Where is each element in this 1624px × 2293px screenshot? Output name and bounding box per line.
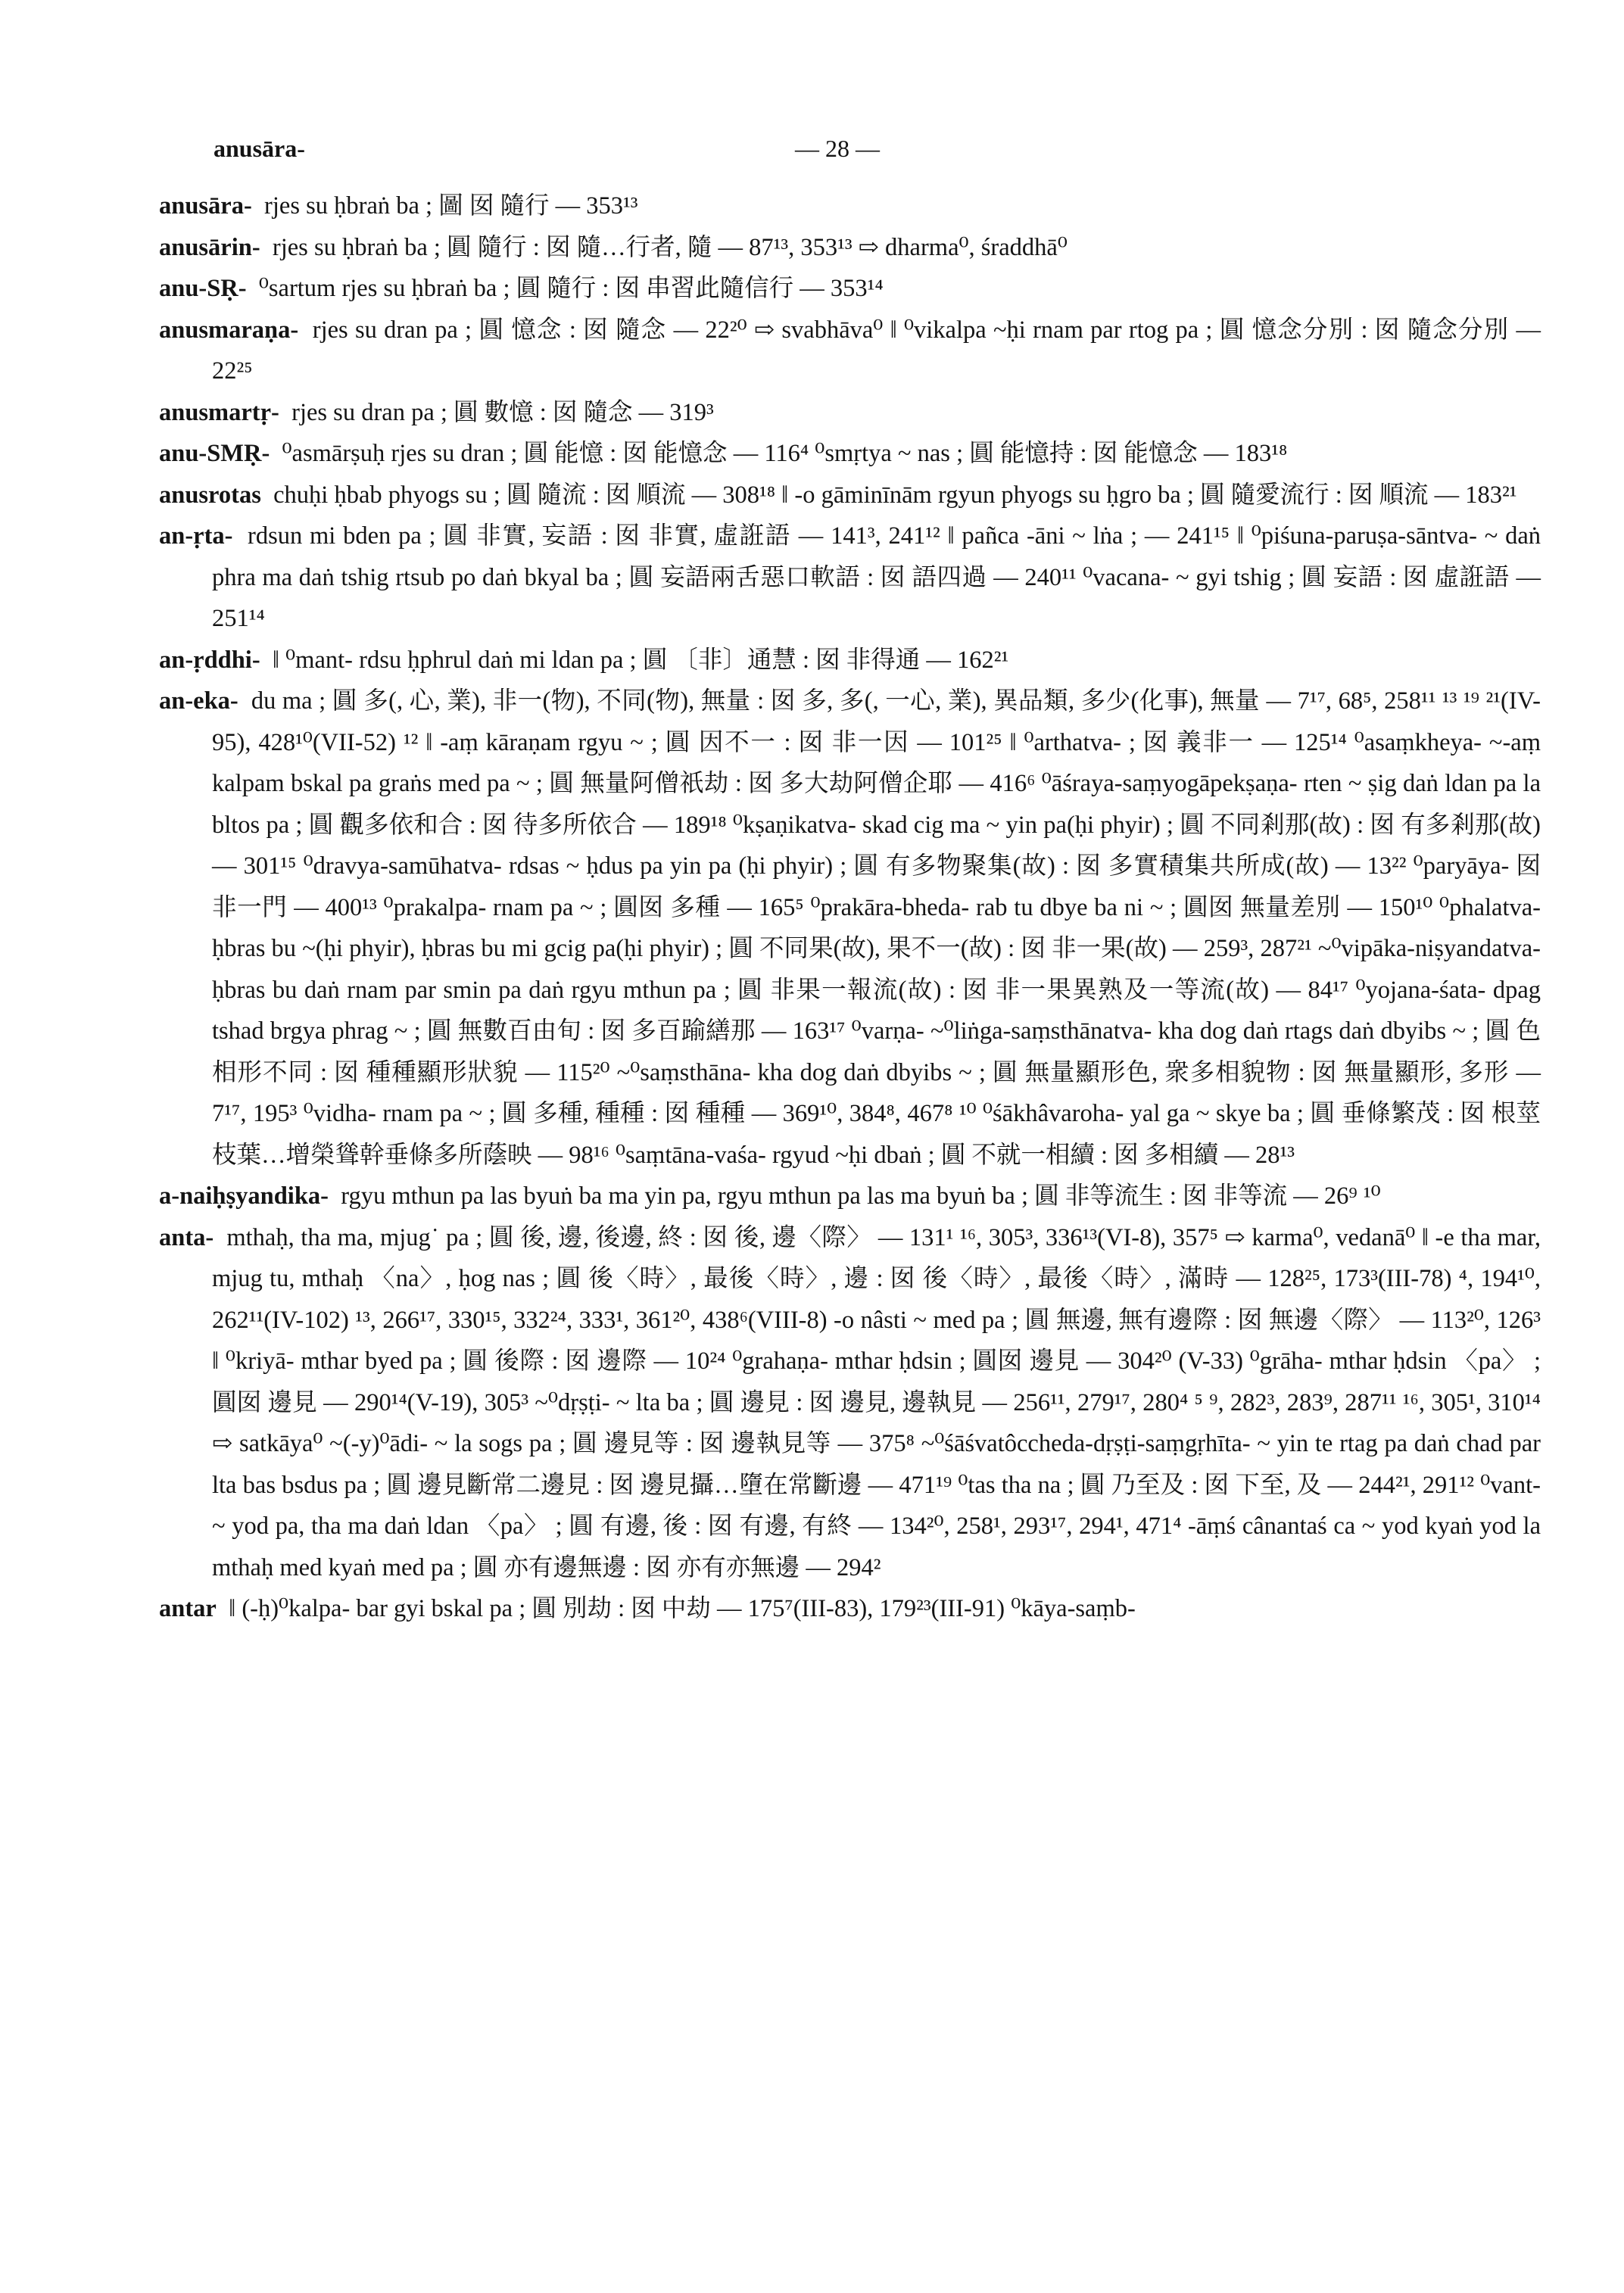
entry-headword: an-ṛta- <box>159 522 233 550</box>
entry-text: ⁰sartum rjes su ḥbraṅ ba ; 圓 隨行 : 囡 串習此隨信行 — 353¹⁴ <box>258 275 884 302</box>
entry-text: mthaḥ, tha ma, mjug˙ pa ; 圓 後, 邊, 後邊, 終 : 囡 後, 邊〈際〉 — 131¹ ¹⁶, 305³, 336¹³(VI-8), 357⁵ ⇨ karma⁰, vedanā⁰ ‖ -e tha mar, mjug tu, mthaḥ 〈na〉, ḥog nas ; 圓 後〈時〉, 最後〈時〉, 邊 : 囡 後〈時〉, 最後〈時〉, 滿時 — 128²⁵, 173³(III-78) ⁴, 194¹⁰, 262¹¹(IV-102) ¹³, 266¹⁷, 330¹⁵, 332²⁴, 333¹, 361²⁰, 438⁶(VIII-8) -o nâsti ~ med pa ; 圓 無邊, 無有邊際 : 囡 無邊〈際〉 — 113²⁰, 126³ ‖ ⁰kriyā- mthar byed pa ; 圓 後際 : 囡 邊際 — 10²⁴ ⁰grahaṇa- mthar ḥdsin ; 圓囡 邊見 — 304²⁰ (V-33) ⁰grāha- mthar ḥdsin 〈pa〉 ; 圓囡 邊見 — 290¹⁴(V-19), 305³ ~⁰dṛṣṭi- ~ lta ba ; 圓 邊見 : 囡 邊見, 邊執見 — 256¹¹, 279¹⁷, 280⁴ ⁵ ⁹, 282³, 283⁹, 287¹¹ ¹⁶, 305¹, 310¹⁴ ⇨ satkāya⁰ ~(-y)⁰ādi- ~ la sogs pa ; 圓 邊見等 : 囡 邊執見等 — 375⁸ ~⁰śāśvatôccheda-dṛṣṭi-saṃgṛhīta- ~ yin te rtag pa daṅ chad par lta bas bsdus pa ; 圓 邊見斷常二邊見 : 囡 邊見攝…墮在常斷邊 — 471¹⁹ ⁰tas tha na ; 圓 乃至及 : 囡 下至, 及 — 244²¹, 291¹² ⁰vant- ~ yod pa, tha ma daṅ ldan 〈pa〉 ; 圓 有邊, 後 : 囡 有邊, 有終 — 134²⁰, 258¹, 293¹⁷, 294¹, 471⁴ -āṃś cânantaś ca ~ yod kyaṅ yod la mthaḥ med kyaṅ med pa ; 圓 亦有邊無邊 : 囡 亦有亦無邊 — 294² <box>212 1223 1541 1581</box>
entry-headword: anusārin- <box>159 233 260 261</box>
entry-text: rgyu mthun pa las byuṅ ba ma yin pa, rgyu mthun pa las ma byuṅ ba ; 圓 非等流生 : 囡 非等流 — 26⁹ ¹⁰ <box>341 1182 1381 1210</box>
dictionary-entry <box>159 475 1541 516</box>
entry-headword: anusmaraṇa- <box>159 316 299 344</box>
entry-headword: an-eka- <box>159 687 238 715</box>
dictionary-entry <box>159 310 1541 392</box>
entry-headword: anusmartṛ- <box>159 398 279 426</box>
dictionary-entry <box>159 1217 1541 1589</box>
dictionary-entry <box>159 268 1541 310</box>
entry-text: ‖ ⁰mant- rdsu ḥphrul daṅ mi ldan pa ; 圓 〔非〕通慧 : 囡 非得通 — 162²¹ <box>272 646 1009 674</box>
entry-text: rjes su ḥbraṅ ba ; 圓 隨行 : 囡 隨…行者, 隨 — 87¹³, 353¹³ ⇨ dharma⁰, śraddhā⁰ <box>272 233 1068 261</box>
dictionary-entry <box>159 1176 1541 1217</box>
entry-text: ‖ (-ḥ)⁰kalpa- bar gyi bskal pa ; 圓 別劫 : 囡 中劫 — 175⁷(III-83), 179²³(III-91) ⁰kāya-saṃb- <box>229 1595 1136 1622</box>
dictionary-entry <box>159 640 1541 681</box>
page-number: — 28 — <box>795 135 880 162</box>
entry-text: rjes su ḥbraṅ ba ; 圖 囡 隨行 — 353¹³ <box>264 192 638 220</box>
dictionary-entry <box>159 185 1541 227</box>
entry-headword: an-ṛddhi- <box>159 646 260 674</box>
entry-headword: anu-SMṚ- <box>159 440 270 467</box>
dictionary-entry <box>159 516 1541 640</box>
dictionary-entry <box>159 227 1541 269</box>
running-head: anusāra- <box>214 135 305 162</box>
entry-headword: anta- <box>159 1223 214 1251</box>
entry-text: ⁰asmārṣuḥ rjes su dran ; 圓 能憶 : 囡 能憶念 — 116⁴ ⁰smṛtya ~ nas ; 圓 能憶持 : 囡 能憶念 — 183¹⁸ <box>282 440 1288 467</box>
dictionary-entry <box>159 392 1541 434</box>
entry-headword: anu-SṚ- <box>159 275 247 302</box>
entry-headword: antar <box>159 1595 217 1622</box>
entry-text: rjes su dran pa ; 圓 數憶 : 囡 隨念 — 319³ <box>291 398 714 426</box>
entry-text: du ma ; 圓 多(, 心, 業), 非一(物), 不同(物), 無量 : 囡 多, 多(, 一心, 業), 異品類, 多少(化事), 無量 — 7¹⁷, 68⁵, 258¹¹ ¹³ ¹⁹ ²¹(IV-95), 428¹⁰(VII-52) ¹² ‖ -aṃ kāraṇam rgyu ~ ; 圓 因不一 : 囡 非一因 — 101²⁵ ‖ ⁰arthatva- ; 囡 義非一 — 125¹⁴ ⁰asaṃkheya- ~-aṃ kalpam bskal pa graṅs med pa ~ ; 圓 無量阿僧祇劫 : 囡 多大劫阿僧企耶 — 416⁶ ⁰āśraya-saṃyogāpekṣaṇa- rten ~ ṣig daṅ ldan pa la bltos pa ; 圓 觀多依和合 : 囡 待多所依合 — 189¹⁸ ⁰kṣaṇikatva- skad cig ma ~ yin pa(ḥi phyir) ; 圓 不同剎那(故) : 囡 有多剎那(故) — 301¹⁵ ⁰dravya-samūhatva- rdsas ~ ḥdus pa yin pa (ḥi phyir) ; 圓 有多物聚集(故) : 囡 多實積集共所成(故) — 13²² ⁰paryāya- 囡 非一門 — 400¹³ ⁰prakalpa- rnam pa ~ ; 圓囡 多種 — 165⁵ ⁰prakāra-bheda- rab tu dbye ba ni ~ ; 圓囡 無量差別 — 150¹⁰ ⁰phalatva- ḥbras bu ~(ḥi phyir), ḥbras bu mi gcig pa(ḥi phyir) ; 圓 不同果(故), 果不一(故) : 囡 非一果(故) — 259³, 287²¹ ~⁰vipāka-niṣyandatva- ḥbras bu daṅ rnam par smin pa daṅ rgyu mthun pa ; 圓 非果一報流(故) : 囡 非一果異熟及一等流(故) — 84¹⁷ ⁰yojana-śata- dpag tshad brgya phrag ~ ; 圓 無數百由旬 : 囡 多百踰繕那 — 163¹⁷ ⁰varṇa- ~⁰liṅga-saṃsthānatva- kha dog daṅ rtags daṅ dbyibs ~ ; 圓 色相形不同 : 囡 種種顯形狀貌 — 115²⁰ ~⁰saṃsthāna- kha dog daṅ dbyibs ~ ; 圓 無量顯形色, 衆多相貌物 : 囡 無量顯形, 多形 — 7¹⁷, 195³ ⁰vidha- rnam pa ~ ; 圓 多種, 種種 : 囡 種種 — 369¹⁰, 384⁸, 467⁸ ¹⁰ ⁰śākhâvaroha- yal ga ~ skye ba ; 圓 垂條繁茂 : 囡 根莖枝葉…增榮聳幹垂條多所蔭映 — 98¹⁶ ⁰saṃtāna-vaśa- rgyud ~ḥi dbaṅ ; 圓 不就一相續 : 囡 多相續 — 28¹³ <box>212 687 1541 1169</box>
entry-headword: a-naiḥṣyandika- <box>159 1182 329 1210</box>
entry-text: rdsun mi bden pa ; 圓 非實, 妄語 : 囡 非實, 虛誑語 — 141³, 241¹² ‖ pañca -āni ~ lṅa ; — 241¹⁵ ‖ ⁰piśuna-paruṣa-sāntva- ~ daṅ phra ma daṅ tshig rtsub po daṅ bkyal ba ; 圓 妄語兩舌惡口軟語 : 囡 語四過 — 240¹¹ ⁰vacana- ~ gyi tshig ; 圓 妄語 : 囡 虛誑語 — 251¹⁴ <box>212 522 1541 632</box>
dictionary-entry <box>159 681 1541 1176</box>
entry-text: chuḥi ḥbab phyogs su ; 圓 隨流 : 囡 順流 — 308¹⁸ ‖ -o gāminīnām rgyun phyogs su ḥgro ba ; 圓 隨愛流行 : 囡 順流 — 183²¹ <box>273 481 1517 509</box>
entry-headword: anusāra- <box>159 192 252 220</box>
dictionary-entry <box>159 433 1541 475</box>
dictionary-entry <box>159 1588 1541 1630</box>
entry-text: rjes su dran pa ; 圓 憶念 : 囡 隨念 — 22²⁰ ⇨ svabhāva⁰ ‖ ⁰vikalpa ~ḥi rnam par rtog pa ; 圓 憶念分別 : 囡 隨念分別 — 22²⁵ <box>212 316 1541 385</box>
entry-list <box>159 185 1541 1630</box>
entry-headword: anusrotas <box>159 481 261 509</box>
